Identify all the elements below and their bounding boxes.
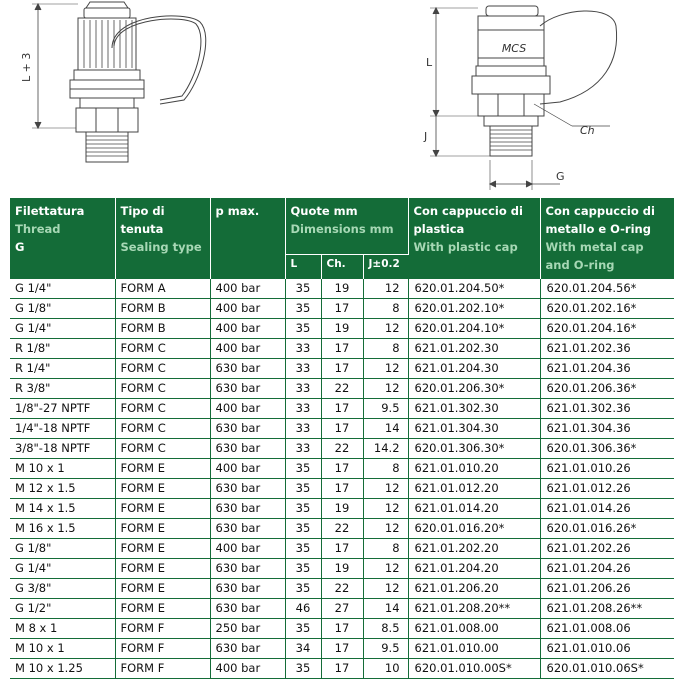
cell-metal-code: 621.01.202.26	[540, 539, 674, 559]
cell-l: 35	[285, 279, 321, 299]
cell-seal: FORM F	[115, 659, 210, 679]
cell-plastic-code: 621.01.010.20	[408, 459, 540, 479]
cell-pmax: 630 bar	[210, 499, 285, 519]
cell-metal-code: 621.01.204.26	[540, 559, 674, 579]
table-body	[10, 279, 674, 679]
cell-metal-code: 621.01.304.36	[540, 419, 674, 439]
cell-pmax: 630 bar	[210, 439, 285, 459]
cell-thread: G 1/8"	[10, 299, 115, 319]
cell-j: 8.5	[363, 619, 408, 639]
cell-j: 8	[363, 539, 408, 559]
cell-metal-code: 621.01.008.06	[540, 619, 674, 639]
cell-j: 9.5	[363, 639, 408, 659]
cell-j: 12	[363, 379, 408, 399]
cell-thread: R 1/8"	[10, 339, 115, 359]
cell-plastic-code: 621.01.302.30	[408, 399, 540, 419]
cell-l: 35	[285, 519, 321, 539]
header-l: L	[285, 254, 321, 278]
cell-pmax: 630 bar	[210, 519, 285, 539]
cell-j: 12	[363, 499, 408, 519]
cell-j: 14	[363, 599, 408, 619]
cell-l: 35	[285, 579, 321, 599]
cell-metal-code: 620.01.206.36*	[540, 379, 674, 399]
cell-thread: G 1/4"	[10, 559, 115, 579]
cell-plastic-code: 621.01.206.20	[408, 579, 540, 599]
dim-ch: Ch	[580, 124, 595, 137]
cell-ch: 22	[321, 379, 363, 399]
cell-ch: 17	[321, 459, 363, 479]
table-row	[10, 359, 674, 379]
cell-ch: 19	[321, 499, 363, 519]
cell-metal-code: 621.01.202.36	[540, 339, 674, 359]
cell-l: 35	[285, 619, 321, 639]
fitting-right-drawing	[430, 6, 617, 190]
cell-j: 10	[363, 659, 408, 679]
cell-pmax: 400 bar	[210, 399, 285, 419]
cell-seal: FORM B	[115, 299, 210, 319]
cell-l: 35	[285, 499, 321, 519]
cell-ch: 27	[321, 599, 363, 619]
cell-l: 33	[285, 379, 321, 399]
cell-thread: R 1/4"	[10, 359, 115, 379]
table-row	[10, 659, 674, 679]
cell-l: 35	[285, 539, 321, 559]
cell-thread: 1/8"-27 NPTF	[10, 399, 115, 419]
header-seal: Tipo di tenuta Sealing type	[115, 198, 210, 279]
cell-seal: FORM F	[115, 639, 210, 659]
cell-pmax: 400 bar	[210, 339, 285, 359]
cell-pmax: 400 bar	[210, 539, 285, 559]
cell-plastic-code: 621.01.012.20	[408, 479, 540, 499]
cell-l: 35	[285, 319, 321, 339]
cell-seal: FORM E	[115, 579, 210, 599]
cell-thread: G 1/8"	[10, 539, 115, 559]
table-row	[10, 439, 674, 459]
cell-pmax: 250 bar	[210, 619, 285, 639]
cell-metal-code: 621.01.012.26	[540, 479, 674, 499]
header-thread: Filettatura Thread G	[10, 198, 115, 279]
cell-thread: G 1/4"	[10, 319, 115, 339]
cell-thread: R 3/8"	[10, 379, 115, 399]
cell-j: 12	[363, 359, 408, 379]
table-row	[10, 579, 674, 599]
cell-plastic-code: 621.01.202.20	[408, 539, 540, 559]
cell-thread: M 16 x 1.5	[10, 519, 115, 539]
specification-table	[10, 198, 674, 679]
cell-seal: FORM E	[115, 459, 210, 479]
cell-thread: G 1/4"	[10, 279, 115, 299]
cell-ch: 17	[321, 419, 363, 439]
table-row	[10, 479, 674, 499]
cell-ch: 17	[321, 659, 363, 679]
cell-l: 34	[285, 639, 321, 659]
header-row	[10, 198, 674, 254]
cell-plastic-code: 621.01.204.20	[408, 559, 540, 579]
header-pmax: p max.	[210, 198, 285, 279]
cell-plastic-code: 621.01.204.30	[408, 359, 540, 379]
cell-plastic-code: 621.01.304.30	[408, 419, 540, 439]
cell-l: 35	[285, 479, 321, 499]
cell-j: 8	[363, 299, 408, 319]
cell-pmax: 630 bar	[210, 559, 285, 579]
cell-j: 12	[363, 279, 408, 299]
cell-j: 12	[363, 319, 408, 339]
cell-l: 35	[285, 559, 321, 579]
cell-l: 46	[285, 599, 321, 619]
cell-thread: M 12 x 1.5	[10, 479, 115, 499]
cell-seal: FORM E	[115, 539, 210, 559]
cell-pmax: 630 bar	[210, 579, 285, 599]
cell-seal: FORM E	[115, 519, 210, 539]
cell-l: 35	[285, 459, 321, 479]
cell-pmax: 630 bar	[210, 479, 285, 499]
cell-ch: 17	[321, 399, 363, 419]
cell-l: 33	[285, 339, 321, 359]
cell-j: 9.5	[363, 399, 408, 419]
cell-seal: FORM F	[115, 619, 210, 639]
cell-ch: 22	[321, 439, 363, 459]
cell-seal: FORM C	[115, 439, 210, 459]
cell-pmax: 400 bar	[210, 459, 285, 479]
cell-seal: FORM C	[115, 359, 210, 379]
cell-j: 12	[363, 479, 408, 499]
header-ch: Ch.	[321, 254, 363, 278]
cell-ch: 19	[321, 279, 363, 299]
cell-plastic-code: 620.01.204.50*	[408, 279, 540, 299]
cell-pmax: 400 bar	[210, 319, 285, 339]
cell-j: 12	[363, 559, 408, 579]
cell-metal-code: 621.01.010.06	[540, 639, 674, 659]
cell-thread: M 10 x 1	[10, 639, 115, 659]
cell-plastic-code: 621.01.008.00	[408, 619, 540, 639]
cell-pmax: 400 bar	[210, 299, 285, 319]
cell-plastic-code: 621.01.010.00	[408, 639, 540, 659]
cell-ch: 17	[321, 639, 363, 659]
cell-j: 8	[363, 459, 408, 479]
cell-seal: FORM A	[115, 279, 210, 299]
cell-thread: M 14 x 1.5	[10, 499, 115, 519]
cell-ch: 19	[321, 319, 363, 339]
cell-plastic-code: 620.01.206.30*	[408, 379, 540, 399]
table-row	[10, 539, 674, 559]
cell-j: 8	[363, 339, 408, 359]
cell-ch: 19	[321, 559, 363, 579]
cell-seal: FORM C	[115, 339, 210, 359]
cell-plastic-code: 621.01.014.20	[408, 499, 540, 519]
dim-l: L	[426, 56, 433, 69]
cell-seal: FORM C	[115, 419, 210, 439]
cell-pmax: 400 bar	[210, 659, 285, 679]
cell-plastic-code: 621.01.202.30	[408, 339, 540, 359]
cell-thread: 1/4"-18 NPTF	[10, 419, 115, 439]
header-j: J±0.2	[363, 254, 408, 278]
cell-metal-code: 620.01.306.36*	[540, 439, 674, 459]
cell-metal-code: 620.01.202.16*	[540, 299, 674, 319]
cell-seal: FORM E	[115, 479, 210, 499]
table-row	[10, 619, 674, 639]
cell-plastic-code: 620.01.016.20*	[408, 519, 540, 539]
cell-plastic-code: 621.01.208.20**	[408, 599, 540, 619]
cell-metal-code: 620.01.016.26*	[540, 519, 674, 539]
cell-metal-code: 620.01.204.16*	[540, 319, 674, 339]
cell-j: 14.2	[363, 439, 408, 459]
header-dimensions: Quote mm Dimensions mm	[285, 198, 408, 254]
cell-thread: M 10 x 1.25	[10, 659, 115, 679]
cell-seal: FORM C	[115, 379, 210, 399]
cell-pmax: 630 bar	[210, 359, 285, 379]
cell-metal-code: 621.01.208.26**	[540, 599, 674, 619]
cell-pmax: 630 bar	[210, 599, 285, 619]
cell-ch: 17	[321, 539, 363, 559]
cell-metal-code: 621.01.010.26	[540, 459, 674, 479]
cell-thread: G 1/2"	[10, 599, 115, 619]
header-plastic-cap: Con cappuccio di plastica With plastic cap	[408, 198, 540, 279]
cell-ch: 17	[321, 339, 363, 359]
cell-j: 14	[363, 419, 408, 439]
cell-j: 12	[363, 519, 408, 539]
cell-pmax: 630 bar	[210, 639, 285, 659]
table-row	[10, 379, 674, 399]
table-row	[10, 419, 674, 439]
cell-l: 35	[285, 299, 321, 319]
table-row	[10, 559, 674, 579]
table-row	[10, 339, 674, 359]
cell-metal-code: 621.01.302.36	[540, 399, 674, 419]
cell-plastic-code: 620.01.202.10*	[408, 299, 540, 319]
cell-thread: G 3/8"	[10, 579, 115, 599]
cell-ch: 22	[321, 579, 363, 599]
table-row	[10, 399, 674, 419]
cell-l: 33	[285, 439, 321, 459]
technical-drawings	[0, 0, 683, 196]
cell-seal: FORM C	[115, 399, 210, 419]
cell-metal-code: 620.01.204.56*	[540, 279, 674, 299]
cell-l: 33	[285, 359, 321, 379]
cell-plastic-code: 620.01.010.00S*	[408, 659, 540, 679]
cell-seal: FORM B	[115, 319, 210, 339]
cell-pmax: 630 bar	[210, 419, 285, 439]
cell-j: 12	[363, 579, 408, 599]
cell-metal-code: 620.01.010.06S*	[540, 659, 674, 679]
cell-seal: FORM E	[115, 599, 210, 619]
table-row	[10, 499, 674, 519]
cell-metal-code: 621.01.206.26	[540, 579, 674, 599]
cell-l: 35	[285, 659, 321, 679]
table-row	[10, 319, 674, 339]
cell-metal-code: 621.01.204.36	[540, 359, 674, 379]
fitting-left-drawing	[32, 2, 206, 162]
cell-plastic-code: 620.01.306.30*	[408, 439, 540, 459]
table-row	[10, 519, 674, 539]
cell-thread: 3/8"-18 NPTF	[10, 439, 115, 459]
dim-g: G	[556, 170, 565, 183]
brand-mark: MCS	[501, 42, 527, 55]
dim-j: J	[424, 130, 428, 143]
cell-ch: 17	[321, 359, 363, 379]
table-row	[10, 639, 674, 659]
cell-thread: M 10 x 1	[10, 459, 115, 479]
fitting-drawing-svg	[0, 0, 683, 196]
table-row	[10, 279, 674, 299]
cell-pmax: 400 bar	[210, 279, 285, 299]
table-row	[10, 299, 674, 319]
cell-plastic-code: 620.01.204.10*	[408, 319, 540, 339]
cell-ch: 22	[321, 519, 363, 539]
cell-seal: FORM E	[115, 499, 210, 519]
cell-ch: 17	[321, 479, 363, 499]
cell-l: 33	[285, 399, 321, 419]
cell-seal: FORM E	[115, 559, 210, 579]
table-row	[10, 599, 674, 619]
cell-ch: 17	[321, 299, 363, 319]
cell-l: 33	[285, 419, 321, 439]
cell-metal-code: 621.01.014.26	[540, 499, 674, 519]
header-metal-cap: Con cappuccio di metallo e O-ring With metal cap and O-ring	[540, 198, 674, 279]
dim-l-plus-3: L + 3	[20, 52, 33, 82]
table-row	[10, 459, 674, 479]
cell-ch: 17	[321, 619, 363, 639]
cell-pmax: 630 bar	[210, 379, 285, 399]
cell-thread: M 8 x 1	[10, 619, 115, 639]
